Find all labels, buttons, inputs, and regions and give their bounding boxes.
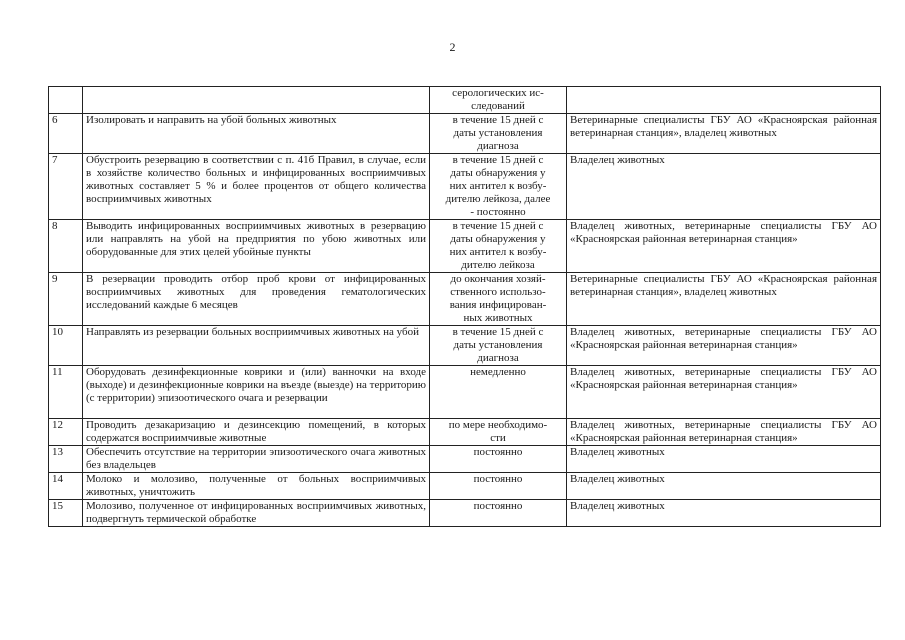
row-number: 9 <box>49 273 83 326</box>
term-cell: в течение 15 дней с даты установления диагноза <box>430 114 567 154</box>
term-cell: в течение 15 дней с даты обнаружения у них антител к возбу- дителю лейкоза, далее - постоянно <box>430 154 567 220</box>
responsible-cell: Владелец животных <box>567 446 881 473</box>
term-cell: немедленно <box>430 366 567 419</box>
term-cell: по мере необходимо- сти <box>430 419 567 446</box>
table-row <box>49 154 881 220</box>
term-cell: в течение 15 дней с даты установления диагноза <box>430 326 567 366</box>
responsible-cell <box>567 87 881 114</box>
term-cell: постоянно <box>430 473 567 500</box>
action-cell: Оборудовать дезинфекционные коврики и (или) ванночки на входе (выходе) и дезинфекционные коврики на въезде (выезде) на территорию (с территории) эпизоотического очага и резервации <box>83 366 430 419</box>
page-number: 2 <box>449 40 456 54</box>
row-number: 12 <box>49 419 83 446</box>
table-row <box>49 500 881 527</box>
row-number: 13 <box>49 446 83 473</box>
row-number: 15 <box>49 500 83 527</box>
responsible-cell: Владелец животных <box>567 500 881 527</box>
table-row <box>49 87 881 114</box>
responsible-cell: Владелец животных, ветеринарные специалисты ГБУ АО «Красноярская районная ветеринарная станция» <box>567 366 881 419</box>
row-number: 14 <box>49 473 83 500</box>
action-cell: Молоко и молозиво, полученные от больных восприимчивых животных, уничтожить <box>83 473 430 500</box>
action-cell: В резервации проводить отбор проб крови от инфицированных восприимчивых животных для проведения гематологических исследований каждые 6 месяцев <box>83 273 430 326</box>
table-row <box>49 366 881 419</box>
table-row <box>49 419 881 446</box>
responsible-cell: Ветеринарные специалисты ГБУ АО «Красноярская районная ветеринарная станция», владелец животных <box>567 114 881 154</box>
term-cell: постоянно <box>430 500 567 527</box>
table-row <box>49 273 881 326</box>
action-cell: Обеспечить отсутствие на территории эпизоотического очага животных без владельцев <box>83 446 430 473</box>
action-cell: Направлять из резервации больных восприимчивых животных на убой <box>83 326 430 366</box>
table-row <box>49 326 881 366</box>
row-number: 7 <box>49 154 83 220</box>
term-cell: постоянно <box>430 446 567 473</box>
term-cell: в течение 15 дней с даты обнаружения у них антител к возбу- дителю лейкоза <box>430 220 567 273</box>
table-row <box>49 114 881 154</box>
action-cell: Изолировать и направить на убой больных животных <box>83 114 430 154</box>
responsible-cell: Владелец животных, ветеринарные специалисты ГБУ АО «Красноярская районная ветеринарная станция» <box>567 326 881 366</box>
row-number: 8 <box>49 220 83 273</box>
table-row <box>49 220 881 273</box>
responsible-cell: Владелец животных, ветеринарные специалисты ГБУ АО «Красноярская районная ветеринарная станция» <box>567 419 881 446</box>
measures-table <box>48 86 881 527</box>
responsible-cell: Ветеринарные специалисты ГБУ АО «Красноярская районная ветеринарная станция», владелец животных <box>567 273 881 326</box>
term-cell: серологических ис- следований <box>430 87 567 114</box>
responsible-cell: Владелец животных, ветеринарные специалисты ГБУ АО «Красноярская районная ветеринарная станция» <box>567 220 881 273</box>
action-cell: Молозиво, полученное от инфицированных восприимчивых животных, подвергнуть термической обработке <box>83 500 430 527</box>
action-cell: Обустроить резервацию в соответствии с п. 41б Правил, в случае, если в хозяйстве количество больных и инфицированных восприимчивых животных составляет 5 % и более процентов от общего количества восприимчивых животных <box>83 154 430 220</box>
table-row <box>49 446 881 473</box>
row-number <box>49 87 83 114</box>
term-cell: до окончания хозяй- ственного использо- вания инфицирован- ных животных <box>430 273 567 326</box>
row-number: 10 <box>49 326 83 366</box>
responsible-cell: Владелец животных <box>567 154 881 220</box>
action-cell: Выводить инфицированных восприимчивых животных в резервацию или направлять на убой на предприятия по убою животных или оборудованные для этих целей убойные пункты <box>83 220 430 273</box>
row-number: 11 <box>49 366 83 419</box>
action-cell: Проводить дезакаризацию и дезинсекцию помещений, в которых содержатся восприимчивые животные <box>83 419 430 446</box>
table-row <box>49 473 881 500</box>
responsible-cell: Владелец животных <box>567 473 881 500</box>
action-cell <box>83 87 430 114</box>
row-number: 6 <box>49 114 83 154</box>
